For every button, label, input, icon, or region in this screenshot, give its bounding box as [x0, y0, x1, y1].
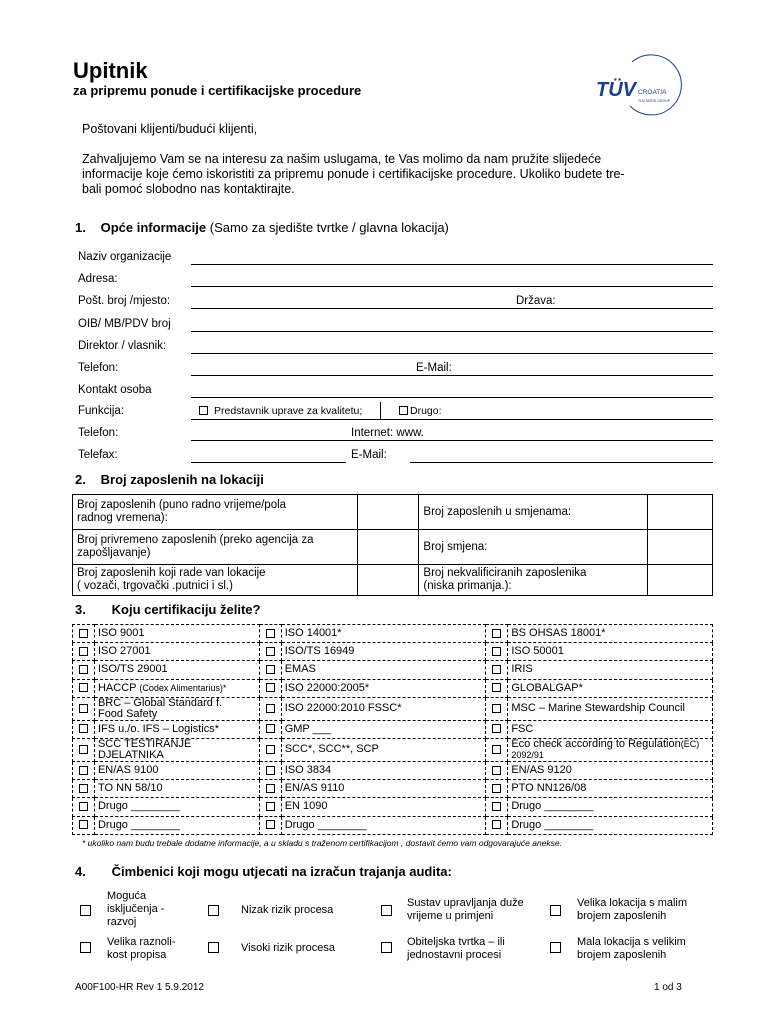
section-2-number: 2.: [75, 472, 86, 487]
certification-label: [94, 643, 259, 661]
certification-label: [281, 643, 486, 661]
certification-label: [508, 643, 713, 661]
input-cell[interactable]: [357, 495, 419, 530]
table-row: [73, 643, 713, 661]
factor-line: Velika raznoli-: [107, 936, 176, 948]
checkbox-cell: [259, 816, 281, 834]
certification-text: PTO NN126/08: [511, 782, 587, 795]
checkbox-cell: [73, 697, 95, 720]
certification-text: GLOBALGAP*: [511, 681, 583, 694]
certification-label: [94, 738, 259, 761]
table-row: [73, 720, 713, 738]
certification-checkbox[interactable]: [79, 704, 88, 713]
table-row: [73, 816, 713, 834]
intro-line-2: informacije koje ćemo iskoristiti za pripremu ponude i certifikacijske procedure. Ukoliko budete tre-: [82, 167, 625, 181]
label-email-2: E-Mail:: [351, 449, 387, 461]
certification-table: [72, 624, 713, 835]
label-direktor: Direktor / vlasnik:: [78, 340, 167, 352]
table-row: [73, 780, 713, 798]
certification-label: [281, 697, 486, 720]
checkbox-cell: [73, 643, 95, 661]
certification-label: [508, 625, 713, 643]
funkcija-divider: [380, 402, 381, 419]
factor-line: Velika lokacija s malim: [577, 897, 688, 909]
certification-label: [94, 625, 259, 643]
checkbox-cell: [73, 679, 95, 697]
checkbox-cell: [486, 679, 508, 697]
certification-checkbox[interactable]: [79, 820, 88, 829]
row-label-line: Broj zaposlenih u smjenama:: [423, 505, 572, 518]
certification-checkbox[interactable]: [266, 802, 275, 811]
checkbox-cell: [486, 720, 508, 738]
tuv-logo-icon: [592, 46, 692, 118]
certification-checkbox[interactable]: [492, 647, 501, 656]
table-cell: [73, 495, 358, 530]
section-4-heading: [75, 864, 452, 879]
certification-text: EN/AS 9100: [97, 764, 159, 777]
option-predstavnik: Predstavnik uprave za kvalitetu;: [214, 405, 363, 417]
input-cell[interactable]: [648, 495, 713, 530]
certification-label: [281, 761, 486, 779]
certification-label: [94, 697, 259, 720]
input-cell[interactable]: [648, 565, 713, 596]
certification-checkbox[interactable]: [79, 724, 88, 733]
label-email-1: E-Mail:: [416, 362, 452, 374]
checkbox-factor-5[interactable]: [80, 942, 91, 953]
factor-line: brojem zaposlenih: [577, 949, 667, 961]
certification-text: Drugo ________: [284, 818, 367, 831]
certification-checkbox[interactable]: [266, 629, 275, 638]
certification-text: Drugo ________: [511, 800, 594, 813]
certification-checkbox[interactable]: [79, 665, 88, 674]
field-postbroj-drzava[interactable]: [191, 308, 713, 309]
page-title: Upitnik: [73, 58, 148, 83]
label-internet: Internet: www.: [351, 427, 424, 439]
label-telefax: Telefax:: [78, 449, 118, 461]
section-2-heading: [75, 472, 264, 487]
table-row: [73, 798, 713, 816]
label-kontakt: Kontakt osoba: [78, 384, 152, 396]
checkbox-cell: [73, 761, 95, 779]
certification-text: GMP ___: [284, 722, 331, 735]
intro-line-1: Zahvaljujemo Vam se na interesu za našim uslugama, te Vas molimo da nam pružite slijedeće: [82, 152, 602, 166]
certification-label: [281, 625, 486, 643]
table-cell: [73, 565, 358, 596]
certification-text: ISO 27001: [97, 645, 151, 658]
section-3-number: 3.: [75, 602, 86, 617]
certification-checkbox[interactable]: [79, 647, 88, 656]
table-row: [73, 761, 713, 779]
checkbox-cell: [486, 738, 508, 761]
row-label-line: Broj privremeno zaposlenih (preko agencija za: [77, 534, 314, 546]
field-adresa[interactable]: [191, 286, 713, 287]
table-cell: [73, 530, 358, 565]
section-1-heading: [75, 220, 449, 235]
certification-label: [508, 720, 713, 738]
certification-checkbox[interactable]: [492, 683, 501, 692]
certification-text: ISO 22000:2010 FSSC*: [284, 702, 402, 715]
footer-code: A00F100-HR Rev 1 5.9.2012: [75, 982, 204, 993]
row-label-line: Broj zaposlenih (puno radno vrijeme/pola: [77, 499, 287, 511]
label-telefon-2: Telefon:: [78, 427, 119, 439]
checkbox-cell: [73, 720, 95, 738]
certification-checkbox[interactable]: [79, 629, 88, 638]
certification-checkbox[interactable]: [266, 724, 275, 733]
certification-text: ISO 14001*: [284, 627, 342, 640]
row-label-line: (niska primanja.):: [423, 580, 512, 592]
row-label-line: radnog vremena):: [77, 512, 168, 524]
field-direktor[interactable]: [191, 353, 713, 354]
certification-label: [94, 679, 259, 697]
checkbox-cell: [486, 625, 508, 643]
certification-checkbox[interactable]: [266, 745, 275, 754]
checkbox-cell: [73, 738, 95, 761]
factor-7: [407, 936, 505, 962]
page-subtitle: za pripremu ponude i certifikacijske procedure: [73, 83, 362, 98]
checkbox-cell: [259, 697, 281, 720]
certification-text: FSC: [511, 722, 534, 735]
certification-checkbox[interactable]: [79, 784, 88, 793]
certification-text: EN 1090: [284, 800, 328, 813]
certification-checkbox[interactable]: [492, 629, 501, 638]
table-row: [73, 495, 713, 530]
factor-4: [577, 897, 687, 923]
table-row: [73, 625, 713, 643]
certification-checkbox[interactable]: [492, 802, 501, 811]
certification-footnote: * ukoliko nam budu trebale dodatne informacije, a u skladu s traženom certifikacijom , dostavit ćemo vam odgovarajuće anekse.: [82, 838, 563, 848]
logo-brand: TÜV: [596, 79, 636, 101]
certification-checkbox[interactable]: [79, 802, 88, 811]
certification-subtext: (Codex Alimentarius)*: [139, 682, 227, 693]
certification-body: [73, 625, 713, 835]
checkbox-cell: [73, 798, 95, 816]
checkbox-cell: [259, 720, 281, 738]
row-label-line: Broj nekvalificiranih zaposlenika: [423, 567, 587, 579]
certification-text: ISO 3834: [284, 764, 332, 777]
row-label-line: Broj smjena:: [423, 540, 488, 553]
field-kontakt[interactable]: [191, 397, 713, 398]
certification-checkbox[interactable]: [266, 683, 275, 692]
input-cell[interactable]: [357, 565, 419, 596]
certification-label: [281, 738, 486, 761]
checkbox-cell: [486, 761, 508, 779]
certification-label: [94, 798, 259, 816]
factor-1: [107, 890, 164, 929]
table-row: [73, 530, 713, 565]
field-email-2[interactable]: [410, 462, 713, 463]
checkbox-drugo[interactable]: [399, 406, 408, 415]
certification-text: MSC – Marine Stewardship Council: [511, 702, 685, 715]
section-2-title: Broj zaposlenih na lokaciji: [100, 472, 264, 487]
factor-line: Obiteljska tvrtka – ili: [407, 936, 505, 948]
checkbox-cell: [486, 780, 508, 798]
factor-3: [407, 897, 524, 923]
certification-checkbox[interactable]: [266, 704, 275, 713]
label-telefon-1: Telefon:: [78, 362, 119, 374]
certification-text: ISO 50001: [511, 645, 564, 658]
certification-text: Drugo ________: [511, 818, 594, 831]
certification-checkbox[interactable]: [492, 820, 501, 829]
certification-label: [508, 661, 713, 679]
checkbox-factor-1[interactable]: [80, 905, 91, 916]
checkbox-factor-4[interactable]: [550, 905, 561, 916]
table-row: [73, 565, 713, 596]
table-cell: [419, 495, 648, 530]
checkbox-cell: [486, 816, 508, 834]
field-telefon-email[interactable]: [191, 375, 713, 376]
table-row: [73, 661, 713, 679]
certification-text: IRIS: [511, 663, 533, 676]
table-cell: [419, 530, 648, 565]
table-cell: [419, 565, 648, 596]
factor-6: Visoki rizik procesa: [241, 942, 335, 954]
label-naziv: Naziv organizacije: [78, 251, 172, 263]
section-4-title: Čimbenici koji mogu utjecati na izračun trajanja audita:: [111, 864, 452, 879]
certification-label: [281, 798, 486, 816]
certification-text: Food Safety: [97, 707, 158, 720]
certification-label: [281, 720, 486, 738]
checkbox-cell: [259, 643, 281, 661]
factor-line: vrijeme u primjeni: [407, 910, 494, 922]
certification-text: EN/AS 9120: [511, 764, 572, 777]
label-adresa: Adresa:: [78, 273, 118, 285]
section-4-number: 4.: [75, 864, 86, 879]
table-row: [73, 697, 713, 720]
checkbox-factor-6[interactable]: [208, 942, 219, 953]
certification-text: Eco check according to Regulation: [511, 737, 681, 750]
checkbox-cell: [259, 798, 281, 816]
factor-line: Sustav upravljanja duže: [407, 897, 524, 909]
factor-2: Nizak rizik procesa: [241, 904, 334, 916]
checkbox-cell: [259, 679, 281, 697]
row-label-line: ( vozači, trgovački .putnici i sl.): [77, 580, 233, 592]
factor-line: Mala lokacija s velikim: [577, 936, 686, 948]
section-1-note: (Samo za sjedište tvrtke / glavna lokacija): [209, 220, 449, 235]
certification-label: [508, 780, 713, 798]
factor-line: jednostavni procesi: [407, 949, 502, 961]
certification-text: TO NN 58/10: [97, 782, 163, 795]
checkbox-factor-3[interactable]: [381, 905, 392, 916]
certification-label: [508, 679, 713, 697]
certification-label: [508, 697, 713, 720]
checkbox-cell: [73, 625, 95, 643]
certification-subtext: (EC) 2092/91: [511, 738, 700, 760]
certification-text: SCC*, SCC**, SCP: [284, 743, 379, 756]
table-row: [73, 679, 713, 697]
certification-checkbox[interactable]: [492, 724, 501, 733]
section-1-title: Opće informacije: [100, 220, 207, 235]
certification-label: [94, 761, 259, 779]
certification-label: [508, 738, 713, 761]
label-drzava: Država:: [516, 295, 556, 307]
checkbox-cell: [73, 780, 95, 798]
certification-checkbox[interactable]: [266, 820, 275, 829]
checkbox-cell: [486, 798, 508, 816]
factor-line: kost propisa: [107, 949, 167, 961]
certification-text: DJELATNIKA: [97, 748, 164, 761]
checkbox-cell: [486, 697, 508, 720]
certification-text: ISO/TS 16949: [284, 645, 355, 658]
certification-text: EMAS: [284, 663, 316, 676]
certification-text: ISO/TS 29001: [97, 663, 168, 676]
employees-table: [72, 494, 713, 596]
certification-label: [94, 720, 259, 738]
certification-checkbox[interactable]: [492, 665, 501, 674]
input-cell[interactable]: [648, 530, 713, 565]
factor-5: [107, 936, 175, 962]
certification-checkbox[interactable]: [266, 647, 275, 656]
checkbox-cell: [486, 643, 508, 661]
certification-checkbox[interactable]: [492, 704, 501, 713]
tuv-logo: [592, 46, 692, 118]
certification-label: [508, 816, 713, 834]
certification-text: ISO 22000:2005*: [284, 681, 370, 694]
certification-text: EN/AS 9110: [284, 782, 345, 795]
label-funkcija: Funkcija:: [78, 405, 125, 417]
certification-label: [281, 679, 486, 697]
certification-label: [94, 661, 259, 679]
factor-line: razvoj: [107, 916, 137, 928]
checkbox-cell: [73, 816, 95, 834]
table-row: [73, 738, 713, 761]
checkbox-cell: [259, 661, 281, 679]
section-1-number: 1.: [75, 220, 86, 235]
section-3-title: Koju certifikaciju želite?: [111, 602, 261, 617]
certification-text: Drugo ________: [97, 800, 180, 813]
field-telefon-internet[interactable]: [191, 440, 713, 441]
certification-label: [94, 816, 259, 834]
certification-text: SCC TESTIRANJE: [97, 737, 192, 750]
certification-label: [281, 780, 486, 798]
certification-label: [281, 816, 486, 834]
certification-checkbox[interactable]: [79, 683, 88, 692]
row-label-line: Broj zaposlenih koji rade van lokacije: [77, 567, 266, 579]
checkbox-cell: [259, 780, 281, 798]
factor-line: isključenja -: [107, 903, 165, 915]
certification-checkbox[interactable]: [266, 784, 275, 793]
checkbox-factor-7[interactable]: [381, 942, 392, 953]
certification-checkbox[interactable]: [492, 784, 501, 793]
certification-checkbox[interactable]: [266, 766, 275, 775]
option-drugo: Drugo:: [410, 405, 442, 417]
factor-line: Moguća: [107, 890, 147, 902]
certification-text: BS OHSAS 18001*: [511, 627, 606, 640]
certification-label: [508, 761, 713, 779]
certification-checkbox[interactable]: [79, 766, 88, 775]
certification-checkbox[interactable]: [492, 745, 501, 754]
section-3-heading: [75, 602, 260, 617]
field-telefax[interactable]: [191, 462, 346, 463]
checkbox-factor-8[interactable]: [550, 942, 561, 953]
certification-text: ISO 9001: [97, 627, 145, 640]
certification-label: [94, 780, 259, 798]
factor-line: brojem zaposlenih: [577, 910, 667, 922]
checkbox-predstavnik[interactable]: [199, 406, 208, 415]
checkbox-factor-2[interactable]: [208, 905, 219, 916]
checkbox-cell: [259, 625, 281, 643]
row-label-line: zapošljavanje): [77, 547, 151, 559]
certification-text: Drugo ________: [97, 818, 180, 831]
certification-checkbox[interactable]: [79, 745, 88, 754]
intro-line-3: bali pomoć slobodno nas kontaktirajte.: [82, 182, 295, 196]
field-naziv[interactable]: [191, 264, 713, 265]
label-postbroj: Pošt. broj /mjesto:: [78, 295, 171, 307]
checkbox-cell: [259, 761, 281, 779]
label-oib: OIB/ MB/PDV broj: [78, 318, 171, 330]
input-cell[interactable]: [357, 530, 419, 565]
certification-checkbox[interactable]: [492, 766, 501, 775]
checkbox-cell: [259, 738, 281, 761]
logo-group: TÜV NORD GROUP: [638, 99, 671, 103]
checkbox-cell: [73, 661, 95, 679]
factor-8: [577, 936, 686, 962]
greeting: Poštovani klijenti/budući klijenti,: [82, 122, 258, 136]
certification-label: [281, 661, 486, 679]
checkbox-cell: [486, 661, 508, 679]
certification-text: IFS u./o. IFS – Logistics*: [97, 722, 220, 735]
certification-text: HACCP: [97, 681, 140, 694]
footer-page: 1 od 3: [654, 982, 682, 993]
certification-label: [508, 798, 713, 816]
logo-country: CROATIA: [638, 89, 667, 96]
certification-text: BRC – Global Standard f.: [97, 696, 223, 709]
field-oib[interactable]: [191, 331, 713, 332]
certification-checkbox[interactable]: [266, 665, 275, 674]
